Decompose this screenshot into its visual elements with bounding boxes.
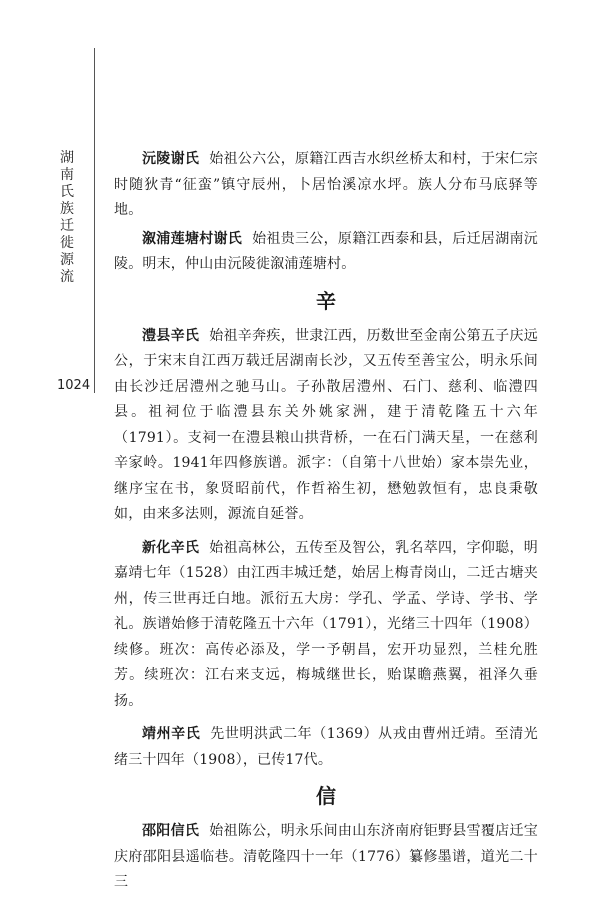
book-title-char: 徙 [60, 235, 74, 251]
margin-divider [94, 48, 95, 393]
clan-text: 始祖陈公，明永乐间由山东济南府钜野县雪覆店迁宝庆府邵阳县遥临巷。清乾隆四十一年（1776）纂修墨谱，道光二十三 [114, 823, 538, 890]
book-title-char: 南 [60, 167, 74, 183]
book-title-char: 源 [60, 252, 74, 268]
clan-text: 始祖贵三公，原籍江西泰和县，后迁居湖南沅陵。明末，仲山由沅陵徙溆浦莲塘村。 [114, 230, 539, 272]
clan-entry [114, 324, 538, 528]
surname-heading: 辛 [316, 288, 336, 313]
clan-entry [114, 147, 538, 224]
surname-heading: 信 [316, 784, 336, 808]
clan-name: 靖州辛氏 [142, 726, 201, 742]
book-title-char: 迁 [60, 218, 74, 234]
clan-name: 澧县辛氏 [142, 327, 200, 344]
page-number: 1024 [57, 378, 91, 393]
clan-name: 沅陵谢氏 [142, 151, 200, 167]
clan-text: 始祖公六公，原籍江西吉水织丝桥太和村，于宋仁宗时随狄青“征蛮”镇守辰州，卜居怡溪凉水坪。族人分布马底驿等地。 [114, 151, 538, 218]
clan-name: 溆浦莲塘村谢氏 [142, 230, 243, 247]
book-title-char: 流 [60, 269, 74, 285]
clan-text: 始祖辛奔疾，世隶江西，历数世至金南公第五子庆远公，于宋末自江西万载迁居湖南长沙，又五传至善宝公，明永乐间由长沙迁居澧州之驰马山。子孙散居澧州、石门、慈利、临澧四县。祖祠位于临澧县东关外姚家洲，建于清乾隆五十六年（1791）。支祠一在澧县粮山拱背桥，一在石门满天星，一在慈利辛家岭。1941年四修族谱。派字：（自第十八世始）家本崇先业，继序宝在书，象贤昭前代，作哲裕生初，懋勉敦恒有，忠良秉敬如，由来多法则，源流自延誉。 [114, 327, 538, 522]
book-title-char: 氏 [60, 184, 74, 200]
clan-entry [114, 536, 538, 715]
clan-name: 邵阳信氏 [142, 823, 200, 839]
book-title-char: 族 [60, 201, 74, 217]
book-title-char: 湖 [60, 150, 74, 166]
clan-entry [114, 819, 538, 896]
clan-text: 始祖高林公，五传至及智公，乳名萃四，字仰聪，明嘉靖七年（1528）由江西丰城迁楚，始居上梅青岗山，二迁古塘夹州，传三世再迁白地。派衍五大房：学孔、学孟、学诗、学书、学礼。族谱始修于清乾隆五十六年（1791），光绪三十四年（1908）续修。班次：高传必添及，学一予朝昌，宏开功显烈，兰桂允胜芳。续班次：江右来支远，梅城继世长，贻谋瞻燕翼，祖泽久垂扬。 [114, 539, 538, 709]
clan-entry [114, 722, 538, 773]
clan-name: 新化辛氏 [142, 539, 200, 556]
clan-entry [114, 227, 538, 278]
book-title-vertical [58, 150, 76, 286]
clan-text: 先世明洪武二年（1369）从戎由曹州迁靖。至清光绪三十四年（1908），已传17代。 [114, 726, 538, 768]
page-body [114, 147, 538, 904]
